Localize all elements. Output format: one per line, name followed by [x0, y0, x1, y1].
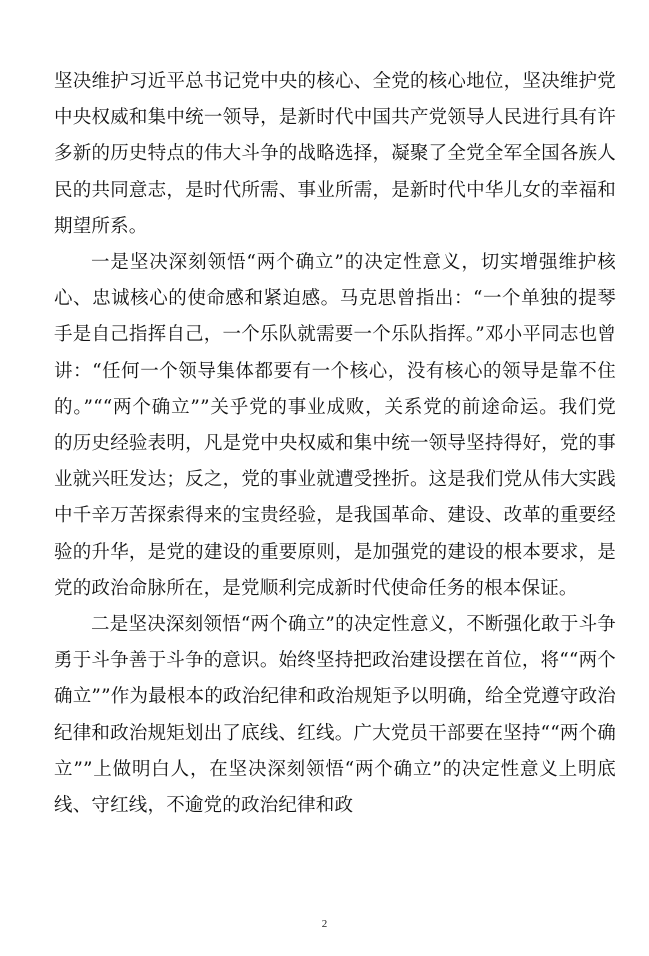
body-text: [54, 64, 616, 824]
page-number: 2: [321, 918, 328, 930]
paragraph-1: 坚决维护习近平总书记党中央的核心、全党的核心地位，坚决维护党中央权威和集中统一领导，是新时代中国共产党领导人民进行具有许多新的历史特点的伟大斗争的战略选择，凝聚了全党全军全国各族人民的共同意志，是时代所需、事业所需，是新时代中华儿女的幸福和期望所系。: [54, 71, 616, 237]
paragraph-2: 一是坚决深刻领悟“两个确立”的决定性意义，切实增强维护核心、忠诚核心的使命感和紧迫感。马克思曾指出：“一个单独的提琴手是自己指挥自己，一个乐队就需要一个乐队指挥。”邓小平同志也曾讲：“任何一个领导集体都要有一个核心，没有核心的领导是靠不住的。”““两个确立””关乎党的事业成败，关系党的前途命运。我们党的历史经验表明，凡是党中央权威和集中统一领导坚持得好，党的事业就兴旺发达；反之，党的事业就遭受挫折。这是我们党从伟大实践中千辛万苦探索得来的宝贵经验，是我国革命、建设、改革的重要经验的升华，是党的建设的重要原则，是加强党的建设的根本要求，是党的政治命脉所在，是党顺利完成新时代使命任务的根本保证。: [54, 252, 616, 599]
paragraph-3: 二是坚决深刻领悟“两个确立”的决定性意义，不断强化敢于斗争勇于斗争善于斗争的意识。始终坚持把政治建设摆在首位，将““两个确立””作为最根本的政治纪律和政治规矩予以明确，给全党遵守政治纪律和政治规矩划出了底线、红线。广大党员干部要在坚持““两个确立””上做明白人，在坚决深刻领悟“两个确立”的决定性意义上明底线、守红线，不逾党的政治纪律和政: [54, 614, 616, 817]
